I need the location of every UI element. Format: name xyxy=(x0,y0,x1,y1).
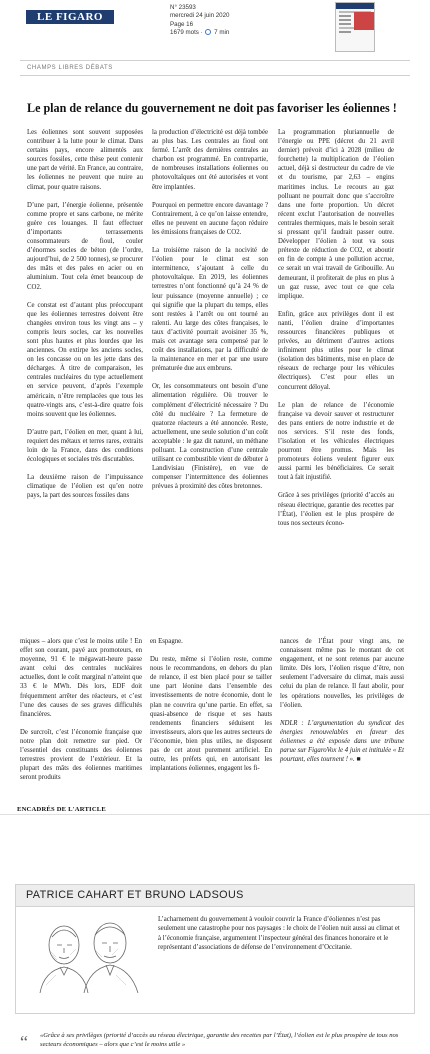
paragraph: miques – alors que c’est le moins utile ! En effet son courant, payé aux promoteurs, en moyenne, 91 € le mégawatt-heure passe avant celui des centrales nucléaires actuelles, dont le coût marginal n’atteint que 33 € le MWh. Dès lors, EDF doit fréquemment arrêter des réacteurs, et c’est l’une des causes de ses graves difficultés financières. xyxy=(20,638,142,718)
editorial-note-text: NDLR : L’argumentation du syndicat des énergies renouvelables en faveur des éoliennes a été exposée dans une tribune parue sur FigaroVox le 4 juin et intitulée « Et pourtant, elles tournent ! ». ■ xyxy=(280,719,404,764)
paragraph: Grâce à ses privilèges (priorité d’accès au réseau électrique, garantie des recettes par l’État), l’éolien est le plus prospère de tous nos secteurs écono- xyxy=(278,492,394,527)
author-box-header xyxy=(16,885,414,907)
separator: · xyxy=(200,28,203,36)
article-column-2 xyxy=(152,128,268,491)
thumbnail-line xyxy=(339,19,351,21)
paragraph: Or, les consommateurs ont besoin d’une alimentation régulière. Où trouver le complément d’électricité nécessaire ? Du côté du nucléaire ? La fermeture de quatorze réacteurs a été annoncée. Reste, actuellement, une seule solution d’un coût acceptable : le gaz dit naturel, un méthane polluant. La construction d’une centrale utilisant ce combustible vient de débuter à Landivisiau (Finistère), en vue de compenser l’intermittence des éoliennes prévues à proximité des côtes bretonnes. xyxy=(152,383,268,491)
le-figaro-logo[interactable]: LE FIGARO xyxy=(26,10,114,24)
issue-meta xyxy=(170,4,260,37)
continuation-column-2 xyxy=(150,637,272,773)
thumbnail-line xyxy=(339,15,351,17)
article-continuation-sheet xyxy=(0,627,430,1054)
paragraph: Le plan de relance de l’économie française va devoir sauver et restructurer des pans entiers de notre industrie et de nos services. S’il reste des fonds, l’isolation et les véhicules électriques pourront être promus. Mais les promoteurs éoliens veulent figurer eux aussi parmi les bénéficiaires. Ce serait tout à fait injustifié. xyxy=(278,401,394,482)
paragraph: nances de l’État pour vingt ans, ne connaissent même pas le montant de cet engagement, et ne sont retenus par aucune limite. Dès lors, l’éolien risque d’être, non seulement l’adversaire du climat, mais aussi celui du plan de relance. Il faut abolir, pour les opérations nouvelles, les privilèges de l’éolien. xyxy=(280,638,404,709)
paragraph: Ce constat est d’autant plus préoccupant que les éoliennes terrestres doivent être changées environ tous les vingt ans – y compris leurs socles, car les nouvelles sont plus hautes et plus lourdes que les anciennes. On extirpe les anciens socles, on les concasse ou on les jette dans des décharges. À titre de comparaison, les centrales nucléaires du type actuellement en service peuvent, d’après l’exemple américain, n’être remplacées que tous les quatre-vingts ans, c’est-à-dire quatre fois moins souvent que les éoliennes. xyxy=(27,301,143,418)
thumbnail-line xyxy=(339,23,351,25)
thumbnail-photo xyxy=(354,12,374,30)
paragraph: Du reste, même si l’éolien reste, comme nous le recommandons, en dehors du plan de relance, il est bien placé pour se tailler une part léonine dans l’ensemble des investissements de notre économie, dont le plan ne couvrira qu’une partie. En effet, sa quasi-absence de risque et ses hauts rendements financiers séduisent les investisseurs, alors que les autres secteurs de l’économie, bien plus utiles, ne disposent pas de cet atout purement artificiel. En outre, les préfets qui, en autorisant les implantations éoliennes, engagent les fi- xyxy=(150,656,272,773)
paragraph: La deuxième raison de l’impuissance climatique de l’éolien est qu’en notre pays, la part des sources fossiles dans xyxy=(27,474,143,500)
page-number: Page 16 xyxy=(170,20,194,28)
author-names: PATRICE CAHART ET BRUNO LADSOUS xyxy=(26,889,244,901)
article-column-1 xyxy=(27,128,143,500)
thumbnail-masthead xyxy=(336,3,374,9)
paragraph: la production d’électricité est déjà tombée au plus bas. Les centrales au fioul ont fermé. L’arrêt des dernières centrales au charbon est programmé. En contrepartie, de nombreuses installations éoliennes ou photovoltaïques ont été autorisées et vont être implantées. xyxy=(152,129,268,191)
header-divider xyxy=(20,60,410,61)
pull-quote: «Grâce à ses privilèges (priorité d’accès au réseau électrique, garantie des recettes par l’État), l’éolien est le plus prospère de tous nos secteurs économiques – alors que c’est le moins utile » xyxy=(40,1032,399,1048)
page-header xyxy=(0,0,430,48)
paragraph: Les éoliennes sont souvent supposées contribuer à la lutte pour le climat. Dans certains pays, encore alimentés aux sources fossiles, cette thèse peut contenir une part de vérité. En France, au contraire, les éoliennes ne peuvent que nuire au climat, pour quatre raisons. xyxy=(27,129,143,191)
paragraph: D’autre part, l’éolien en mer, quant à lui, requiert des métaux et terres rares, extraits loin de la France, dans des conditions écologiques et sociales très discutables. xyxy=(27,428,143,464)
word-count: 1679 mots xyxy=(170,28,199,36)
reading-time: 7 min xyxy=(214,28,230,36)
page-thumbnail[interactable] xyxy=(335,2,375,52)
editorial-note xyxy=(280,719,404,764)
paragraph: De surcroît, c’est l’économie française que notre plan doit remettre sur pied. Or l’essentiel des constituants des éoliennes terrestres provient de l’extérieur. Et la plupart des mâts des éoliennes maritimes seront produits xyxy=(20,728,142,782)
thumbnail-line xyxy=(339,31,351,33)
paragraph: D’une part, l’énergie éolienne, présentée comme propre et sans carbone, ne mérite guère ces louanges. Il faut effectuer d’importants terrassements consommateurs de fioul, couler d’énormes socles de béton (de l’ordre, aujourd’hui, de 2 500 tonnes), se procurer des mâts et des pales en acier ou en aluminium. Tout cela émet beaucoup de CO2. xyxy=(27,201,143,291)
paragraph: en Espagne. xyxy=(150,638,183,645)
clock-icon xyxy=(205,29,211,35)
section-label: CHAMPS LIBRES DÉBATS xyxy=(27,65,113,71)
paragraph: Pourquoi en permettre encore davantage ? Contrairement, à ce qu’on laisse entendre, elles ne peuvent en aucune façon réduire les émissions françaises de CO2. xyxy=(152,201,268,236)
issue-number: N° 23593 xyxy=(170,4,196,11)
paragraph: La programmation pluriannuelle de l’énergie ou PPE (décret du 21 avril dernier) prévoit d’ici à 2028 (milieu de fourchette) la multiplication de l’éolien actuel, déjà si destructeur du cadre de vie et du tourisme, par 2,63 – engins maritimes inclus. Le recours au gaz polluant ne pourrait donc que s’accroître dans une forte proportion. Un décret récent exclut l’autorisation de nouvelles centrales thermiques, mais le besoin serait si pressant qu’il faudrait passer outre. Développer l’éolien à tout va sous prétexte de réduction de CO2, et aboutir en fin de compte à une pollution accrue, ce serait un vrai travail de Gribouille. Au demeurant, il profiterait de plus en plus à un gaz russe, avec tout ce que cela implique. xyxy=(278,129,394,300)
issue-date: mercredi 24 juin 2020 xyxy=(170,12,230,20)
continuation-column-1 xyxy=(20,637,142,782)
encadres-divider xyxy=(0,814,430,815)
author-box xyxy=(15,884,415,1014)
author-description: L’acharnement du gouvernement à vouloir couvrir la France d’éoliennes n’est pas seulement une catastrophe pour nos paysages : le choix de l’éolien nuit aussi au climat et à l’économie française, argumentent l’inspecteur général des finances honoraire et le représentant d’associations de défense de l’environnement d’Occitanie. xyxy=(158,916,400,951)
section-divider xyxy=(20,75,410,76)
authors-portrait-illustration xyxy=(26,915,146,993)
article-column-3 xyxy=(278,128,394,528)
paragraph: La troisième raison de la nocivité de l’éolien pour le climat est son intermittence, s’ajoutant à celle du photovoltaïque. En 2019, les éoliennes terrestres n’ont fonctionné qu’à 24 % de leur puissance (moyenne annuelle) ; ce qui signifie que la plupart du temps, elles sont restées à l’arrêt ou ont tourné au ralenti. Au large des côtes françaises, le taux d’activité pourrait avoisiner 35 %, mais cet avantage sera compensé par le coût des installations, par la difficulté de la maintenance en mer et par une usure prématurée due aux embruns. xyxy=(152,247,268,373)
paragraph: Enfin, grâce aux privilèges dont il est nanti, l’éolien draine d’importantes ressources financières publiques et privées, au détriment d’autres actions infiniment plus utiles pour le climat (isolation des bâtiments, mise en place de réseaux de recharge pour les véhicules électriques). C’est pour elles un concurrent déloyal. xyxy=(278,310,394,391)
continuation-column-3 xyxy=(280,637,404,764)
word-count-line xyxy=(170,29,260,37)
encadres-label: ENCADRÉS DE L'ARTICLE xyxy=(17,806,106,813)
article-title: Le plan de relance du gouvernement ne doit pas favoriser les éoliennes ! xyxy=(27,101,397,115)
quote-icon: “ xyxy=(20,1032,28,1052)
